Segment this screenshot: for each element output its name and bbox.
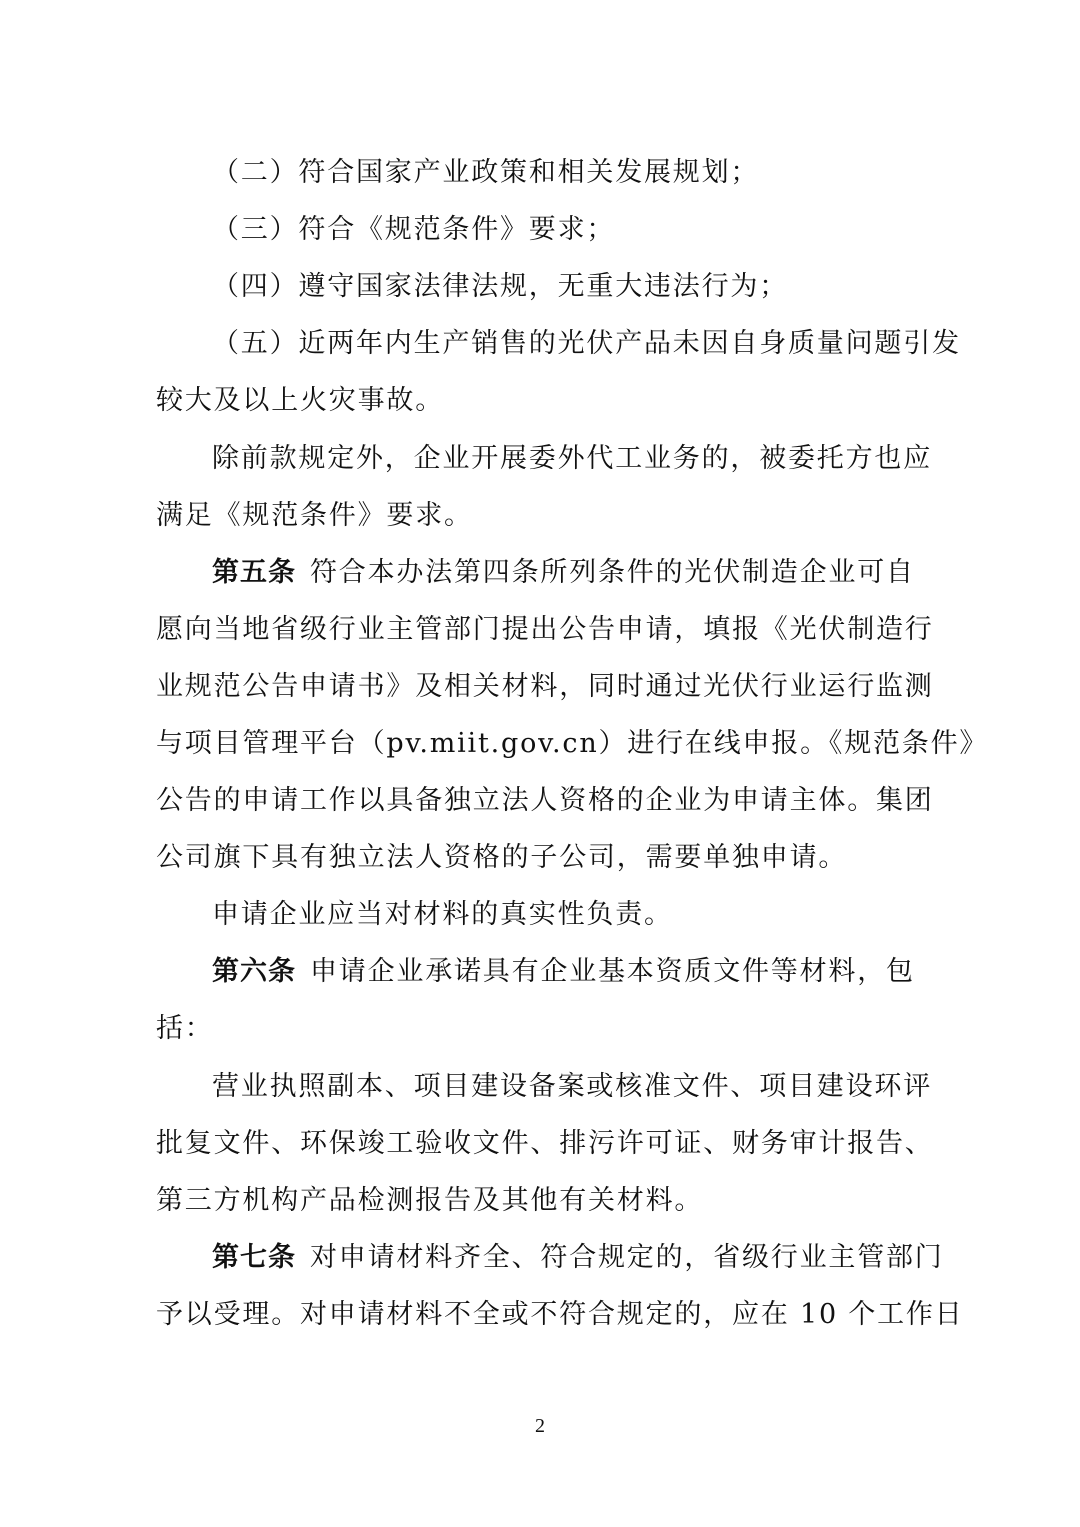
- item-4-line: （四）遵守国家法律法规，无重大违法行为；: [212, 271, 788, 302]
- article-6-line-1: [212, 952, 915, 992]
- article-5-line-4: 与项目管理平台（pv.miit.gov.cn）进行在线申报。《规范条件》: [156, 728, 989, 759]
- article-7-heading: 第七条: [212, 1242, 296, 1273]
- item-5-line-1: （五）近两年内生产销售的光伏产品未因自身质量问题引发: [212, 328, 961, 359]
- item-5-line-2: 较大及以上火灾事故。: [156, 385, 444, 416]
- article-6-line-5: 第三方机构产品检测报告及其他有关材料。: [156, 1185, 704, 1216]
- page-number: 2: [535, 1415, 545, 1437]
- item-2-line: （二）符合国家产业政策和相关发展规划；: [212, 157, 760, 188]
- article-7-line-2: 予以受理。对申请材料不全或不符合规定的，应在 10 个工作日: [156, 1299, 964, 1330]
- item-3-line: （三）符合《规范条件》要求；: [212, 214, 616, 245]
- article-5-text-1: 符合本办法第四条所列条件的光伏制造企业可自: [310, 557, 915, 588]
- outsourcing-line-1: 除前款规定外，企业开展委外代工业务的，被委托方也应: [212, 443, 932, 474]
- article-5-line-1: [212, 553, 915, 593]
- article-5-line-2: 愿向当地省级行业主管部门提出公告申请，填报《光伏制造行: [156, 614, 934, 645]
- article-7-line-1: [212, 1238, 944, 1278]
- article-5-line-3: 业规范公告申请书》及相关材料，同时通过光伏行业运行监测: [156, 671, 934, 702]
- article-6-line-4: 批复文件、环保竣工验收文件、排污许可证、财务审计报告、: [156, 1128, 934, 1159]
- article-6-heading: 第六条: [212, 956, 296, 987]
- article-5-line-7: 申请企业应当对材料的真实性负责。: [212, 899, 673, 930]
- article-5-line-5: 公告的申请工作以具备独立法人资格的企业为申请主体。集团: [156, 785, 934, 816]
- outsourcing-line-2: 满足《规范条件》要求。: [156, 500, 473, 531]
- article-6-line-2: 括：: [156, 1013, 214, 1044]
- article-7-text-1: 对申请材料齐全、符合规定的，省级行业主管部门: [310, 1242, 944, 1273]
- article-5-heading: 第五条: [212, 557, 296, 588]
- article-6-text-1: 申请企业承诺具有企业基本资质文件等材料，包: [310, 956, 915, 987]
- article-6-line-3: 营业执照副本、项目建设备案或核准文件、项目建设环评: [212, 1071, 932, 1102]
- article-5-line-6: 公司旗下具有独立法人资格的子公司，需要单独申请。: [156, 842, 848, 873]
